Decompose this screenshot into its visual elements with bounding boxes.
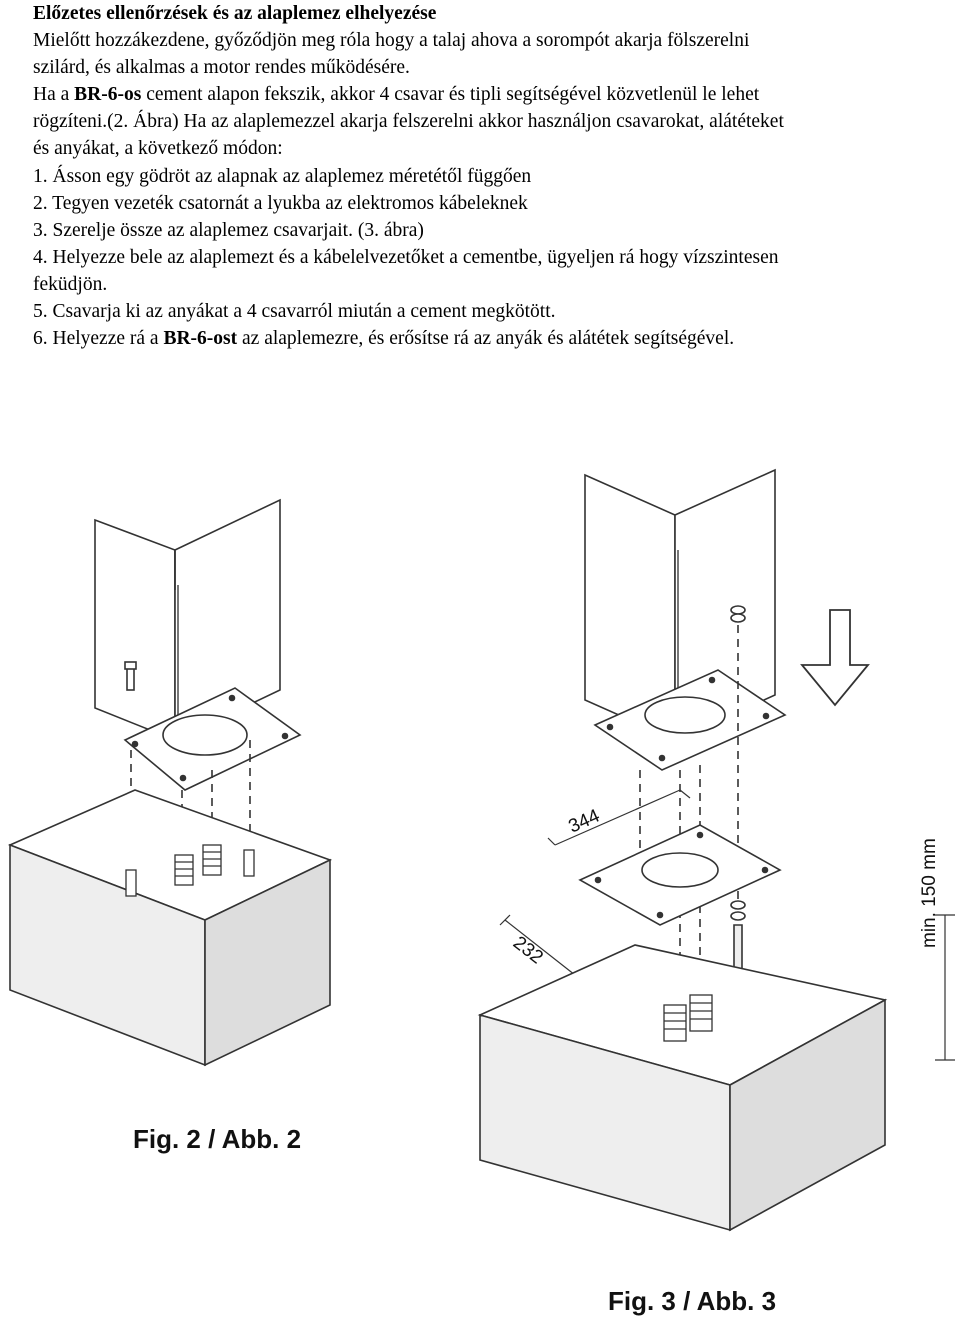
paragraph-3-line-2: és anyákat, a következő módon: [33,138,283,160]
intro-line-1: Mielőtt hozzákezdene, győződjön meg róla hogy a talaj ahova a sorompót akarja fölszerelni [33,30,750,52]
dim-length-label: 344 [565,805,603,838]
product-name-2: BR-6-ost [163,328,238,350]
section-heading: Előzetes ellenőrzések és az alaplemez elhelyezése [33,3,437,24]
paragraph-2 [33,81,948,108]
step-2: 2. Tegyen vezeték csatornát a lyukba az elektromos kábeleknek [33,192,528,214]
fig3-illustration [480,470,955,1230]
installation-figures [0,460,960,1330]
s6-rest: az alaplemezre, és erősítse rá az anyák és alátétek segítségével. [237,328,735,350]
step-6 [33,325,948,352]
fig3-caption: Fig. 3 / Abb. 3 [608,1286,777,1316]
fig2-caption: Fig. 2 / Abb. 2 [133,1124,302,1154]
step-4-line-1: 4. Helyezze bele az alaplemezt és a kábelelvezetőket a cementbe, ügyeljen rá hogy vízszintesen [33,246,779,268]
product-name: BR-6-os [74,84,142,106]
p2-rest: cement alapon fekszik, akkor 4 csavar és tipli segítségével közvetlenül le lehet [141,84,760,106]
dim-depth-label: min. 150 mm [919,838,940,948]
paragraph-3-line-1: rögzíteni.(2. Ábra) Ha az alaplemezzel akarja felszerelni akkor használjon csavarokat, alátéteket [33,111,784,133]
step-3: 3. Szerelje össze az alaplemez csavarjait. (3. ábra) [33,219,424,241]
intro-line-2: szilárd, és alkalmas a motor rendes működésére. [33,57,410,79]
p2-prefix: Ha a [33,84,75,106]
instruction-text [33,0,948,352]
dim-width-label: 232 [508,932,547,969]
s6-prefix: 6. Helyezze rá a [33,328,164,350]
fig2-illustration [10,500,330,1065]
step-5: 5. Csavarja ki az anyákat a 4 csavarról miután a cement megkötött. [33,301,556,323]
step-1: 1. Ásson egy gödröt az alapnak az alaplemez méretétől függően [33,165,532,187]
step-4-line-2: feküdjön. [33,273,108,295]
